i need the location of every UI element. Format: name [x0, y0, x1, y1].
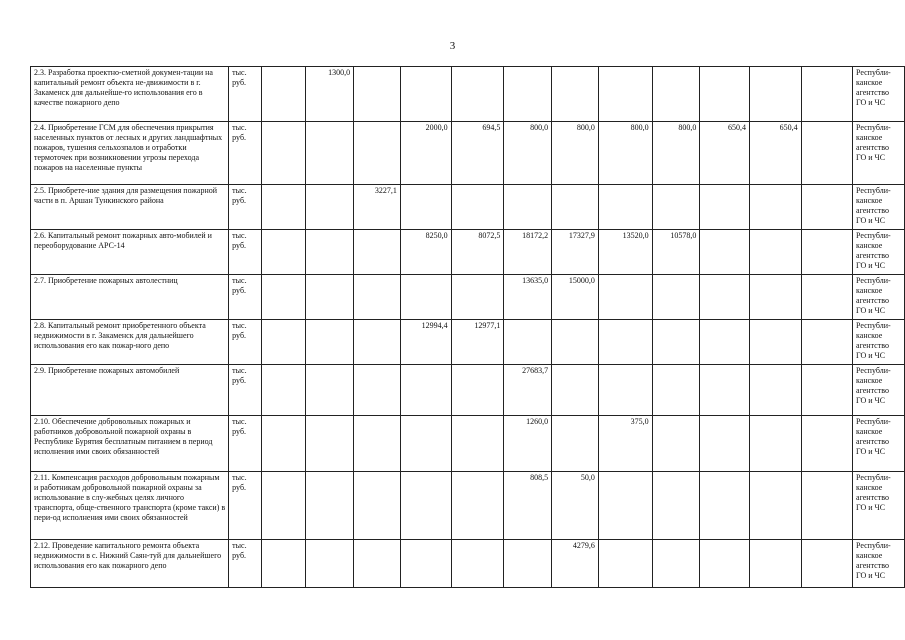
value-cell [504, 185, 552, 230]
table-body [31, 67, 905, 588]
value-cell: 800,0 [504, 122, 552, 185]
unit-cell: тыс. руб. [229, 365, 262, 416]
value-cell [400, 275, 451, 320]
value-cell [504, 540, 552, 588]
value-cell [306, 472, 354, 540]
value-cell [750, 540, 802, 588]
value-cell [598, 275, 652, 320]
value-cell: 12977,1 [451, 320, 504, 365]
measure-description: 2.8. Капитальный ремонт приобретенного объекта недвижимости в г. Закаменск для дальнейшего использования его как пожар-ного депо [31, 320, 229, 365]
value-cell: 10578,0 [652, 230, 700, 275]
value-cell: 17327,9 [552, 230, 599, 275]
value-cell [598, 472, 652, 540]
value-cell [801, 122, 852, 185]
unit-cell: тыс. руб. [229, 122, 262, 185]
value-cell [801, 275, 852, 320]
value-cell: 13520,0 [598, 230, 652, 275]
executor-cell: Республи-канское агентство ГО и ЧС [853, 416, 905, 472]
value-cell: 800,0 [598, 122, 652, 185]
value-cell [261, 365, 305, 416]
value-cell [451, 67, 504, 122]
value-cell [400, 185, 451, 230]
value-cell [354, 275, 401, 320]
value-cell [261, 122, 305, 185]
value-cell [700, 472, 750, 540]
executor-cell: Республи-канское агентство ГО и ЧС [853, 122, 905, 185]
value-cell [700, 416, 750, 472]
value-cell [306, 122, 354, 185]
measure-description: 2.9. Приобретение пожарных автомобилей [31, 365, 229, 416]
value-cell [652, 540, 700, 588]
value-cell [261, 416, 305, 472]
value-cell [700, 540, 750, 588]
executor-cell: Республи-канское агентство ГО и ЧС [853, 320, 905, 365]
value-cell [801, 472, 852, 540]
value-cell [306, 275, 354, 320]
executor-cell: Республи-канское агентство ГО и ЧС [853, 275, 905, 320]
unit-cell: тыс. руб. [229, 416, 262, 472]
value-cell: 1260,0 [504, 416, 552, 472]
value-cell [750, 365, 802, 416]
value-cell: 650,4 [700, 122, 750, 185]
table-row [31, 230, 905, 275]
unit-cell: тыс. руб. [229, 472, 262, 540]
table-row [31, 275, 905, 320]
unit-cell: тыс. руб. [229, 540, 262, 588]
value-cell: 375,0 [598, 416, 652, 472]
value-cell [261, 275, 305, 320]
table-row [31, 122, 905, 185]
value-cell [504, 67, 552, 122]
unit-cell: тыс. руб. [229, 320, 262, 365]
value-cell [750, 185, 802, 230]
value-cell [801, 320, 852, 365]
value-cell [400, 472, 451, 540]
value-cell: 808,5 [504, 472, 552, 540]
value-cell [700, 67, 750, 122]
value-cell [552, 320, 599, 365]
measure-description: 2.3. Разработка проектно-сметной докумен-тации на капитальный ремонт объекта не-движимости в г. Закаменск для дальнейше-го использования его в качестве пожарного депо [31, 67, 229, 122]
value-cell [552, 416, 599, 472]
value-cell [451, 185, 504, 230]
value-cell: 12994,4 [400, 320, 451, 365]
value-cell [598, 540, 652, 588]
value-cell [750, 416, 802, 472]
measure-description: 2.7. Приобретение пожарных автолестниц [31, 275, 229, 320]
executor-cell: Республи-канское агентство ГО и ЧС [853, 185, 905, 230]
value-cell [700, 230, 750, 275]
value-cell [261, 540, 305, 588]
value-cell [652, 185, 700, 230]
value-cell [652, 320, 700, 365]
value-cell [354, 416, 401, 472]
value-cell [652, 365, 700, 416]
value-cell [400, 365, 451, 416]
value-cell [801, 365, 852, 416]
value-cell [306, 320, 354, 365]
value-cell: 800,0 [552, 122, 599, 185]
value-cell [598, 185, 652, 230]
measure-description: 2.12. Проведение капитального ремонта объекта недвижимости в с. Нижний Саян-туй для дальнейшего использования его как пожарного депо [31, 540, 229, 588]
value-cell: 15000,0 [552, 275, 599, 320]
value-cell: 27683,7 [504, 365, 552, 416]
program-table [30, 66, 905, 588]
executor-cell: Республи-канское агентство ГО и ЧС [853, 365, 905, 416]
value-cell [306, 365, 354, 416]
value-cell [261, 472, 305, 540]
value-cell [750, 67, 802, 122]
table-row [31, 540, 905, 588]
value-cell [552, 67, 599, 122]
value-cell [652, 67, 700, 122]
table-row [31, 185, 905, 230]
executor-cell: Республи-канское агентство ГО и ЧС [853, 472, 905, 540]
measure-description: 2.5. Приобрете-ние здания для размещения пожарной части в п. Аршан Тункинского района [31, 185, 229, 230]
value-cell: 2000,0 [400, 122, 451, 185]
value-cell [700, 320, 750, 365]
measure-description: 2.10. Обеспечение добровольных пожарных и работников добровольной пожарной охраны в Республике Бурятия бесплатным питанием в период исполнения ими своих обязанностей [31, 416, 229, 472]
value-cell [261, 320, 305, 365]
value-cell: 694,5 [451, 122, 504, 185]
value-cell [354, 230, 401, 275]
table-row [31, 416, 905, 472]
unit-cell: тыс. руб. [229, 67, 262, 122]
value-cell [504, 320, 552, 365]
value-cell [598, 320, 652, 365]
value-cell [306, 185, 354, 230]
value-cell [451, 472, 504, 540]
value-cell [354, 365, 401, 416]
value-cell [801, 67, 852, 122]
value-cell [354, 67, 401, 122]
measure-description: 2.6. Капитальный ремонт пожарных авто-мобилей и переоборудование АРС-14 [31, 230, 229, 275]
value-cell [306, 416, 354, 472]
value-cell [598, 365, 652, 416]
unit-cell: тыс. руб. [229, 185, 262, 230]
executor-cell: Республи-канское агентство ГО и ЧС [853, 230, 905, 275]
value-cell [652, 472, 700, 540]
value-cell: 1300,0 [306, 67, 354, 122]
value-cell [451, 540, 504, 588]
value-cell [750, 275, 802, 320]
value-cell [801, 185, 852, 230]
value-cell [261, 230, 305, 275]
table-row [31, 365, 905, 416]
value-cell [700, 185, 750, 230]
value-cell [750, 472, 802, 540]
value-cell [801, 416, 852, 472]
value-cell [306, 540, 354, 588]
value-cell [451, 416, 504, 472]
page-number: 3 [449, 40, 456, 52]
value-cell [652, 416, 700, 472]
measure-description: 2.4. Приобретение ГСМ для обеспечения прикрытия населенных пунктов от лесных и других ландшафтных пожаров, тушения сельхозпалов и отработки термоточек при возникновении угрозы перехода пожаров на населенные пункты [31, 122, 229, 185]
value-cell: 4279,6 [552, 540, 599, 588]
measure-description: 2.11. Компенсация расходов добровольным пожарным и работникам добровольной пожарной охраны за использование в слу-жебных целях личного транспорта, обще-ственного транспорта (кроме такси) в пери-од исполнения ими своих обязанностей [31, 472, 229, 540]
value-cell: 3227,1 [354, 185, 401, 230]
value-cell [700, 275, 750, 320]
value-cell [354, 472, 401, 540]
value-cell [261, 185, 305, 230]
value-cell [552, 365, 599, 416]
value-cell [400, 416, 451, 472]
value-cell: 13635,0 [504, 275, 552, 320]
value-cell: 650,4 [750, 122, 802, 185]
value-cell [750, 320, 802, 365]
value-cell: 18172,2 [504, 230, 552, 275]
value-cell [700, 365, 750, 416]
value-cell: 800,0 [652, 122, 700, 185]
value-cell [354, 320, 401, 365]
value-cell [801, 230, 852, 275]
value-cell: 50,0 [552, 472, 599, 540]
value-cell [652, 275, 700, 320]
value-cell [261, 67, 305, 122]
value-cell [354, 122, 401, 185]
value-cell [400, 67, 451, 122]
unit-cell: тыс. руб. [229, 230, 262, 275]
value-cell [306, 230, 354, 275]
value-cell [451, 275, 504, 320]
executor-cell: Республи-канское агентство ГО и ЧС [853, 540, 905, 588]
table-row [31, 67, 905, 122]
value-cell: 8072,5 [451, 230, 504, 275]
value-cell [750, 230, 802, 275]
value-cell [400, 540, 451, 588]
value-cell [598, 67, 652, 122]
unit-cell: тыс. руб. [229, 275, 262, 320]
table-row [31, 472, 905, 540]
value-cell [552, 185, 599, 230]
value-cell [354, 540, 401, 588]
table-row [31, 320, 905, 365]
value-cell [801, 540, 852, 588]
value-cell [451, 365, 504, 416]
executor-cell: Республи-канское агентство ГО и ЧС [853, 67, 905, 122]
value-cell: 8250,0 [400, 230, 451, 275]
